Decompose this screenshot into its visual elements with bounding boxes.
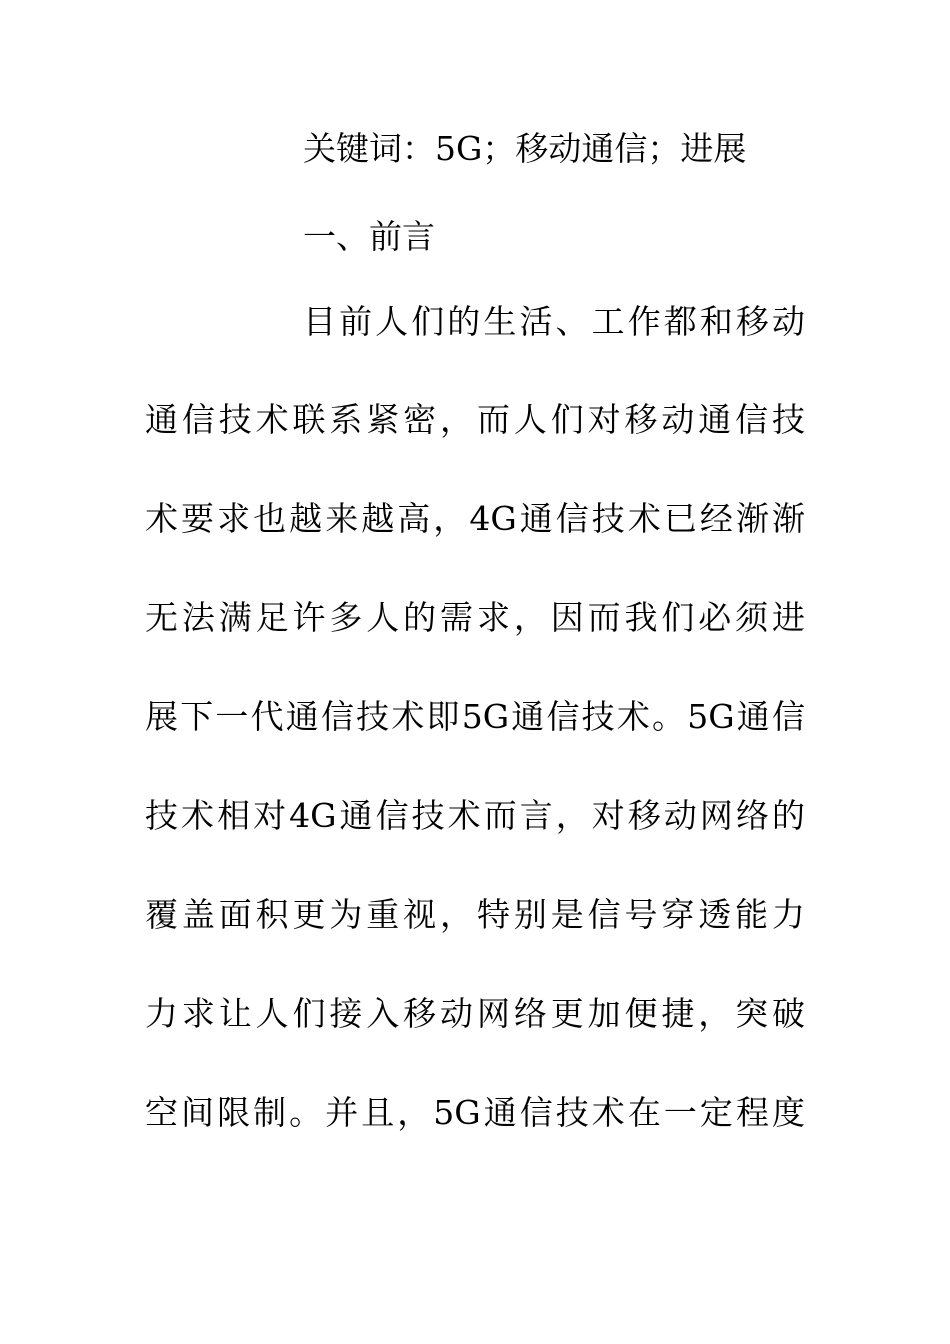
paragraph-line: 术要求也越来越高，4G通信技术已经渐渐 [145,499,805,538]
paragraph-line: 目前人们的生活、工作都和移动 [303,302,805,341]
paragraph-line: 力求让人们接入移动网络更加便捷，突破 [145,994,805,1033]
paragraph-line: 技术相对4G通信技术而言，对移动网络的 [145,796,805,835]
paragraph-line: 空间限制。并且，5G通信技术在一定程度 [145,1093,805,1132]
keywords-line: 关键词：5G；移动通信；进展 [303,129,747,168]
paragraph-line: 覆盖面积更为重视，特别是信号穿透能力 [145,895,805,934]
paragraph-line: 通信技术联系紧密，而人们对移动通信技 [145,400,805,439]
section-heading: 一、前言 [303,217,435,256]
paragraph-line: 无法满足许多人的需求，因而我们必须进 [145,598,805,637]
paragraph-line: 展下一代通信技术即5G通信技术。5G通信 [145,697,805,736]
